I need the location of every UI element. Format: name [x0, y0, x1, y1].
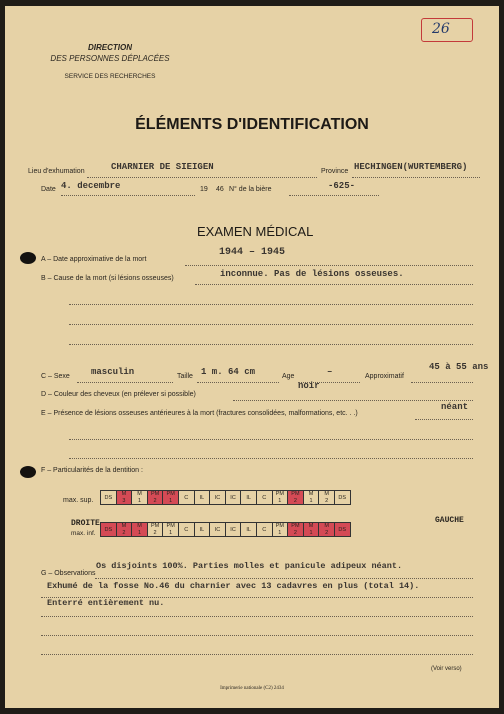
tooth-label: DS [104, 495, 113, 501]
tooth-label: M [308, 491, 314, 497]
tooth-cell [163, 490, 179, 505]
tooth-label: IL [246, 527, 251, 533]
tooth-cell [288, 490, 304, 505]
tooth-cell [241, 522, 257, 537]
d-line [233, 400, 473, 401]
tooth-label: IC [214, 527, 221, 533]
dentition-upper-row [100, 490, 351, 505]
g-line-3 [41, 616, 473, 617]
tooth-cell [117, 490, 133, 505]
c-label: C – Sexe [41, 373, 70, 380]
punch-hole-2 [20, 466, 36, 478]
tooth-label: M [324, 491, 329, 497]
g-line1: Os disjoints 100%. Parties molles et panicule adipeux néant. [96, 561, 403, 571]
approx-label: Approximatif [365, 373, 404, 380]
tooth-label: M [137, 491, 142, 497]
document-sheet [5, 6, 499, 708]
tooth-number: 2 [293, 498, 297, 504]
tooth-label: PM [166, 491, 175, 497]
tooth-label: M [324, 523, 329, 529]
tooth-cell [210, 522, 226, 537]
tooth-number: 1 [137, 530, 142, 536]
punch-hole [20, 252, 36, 264]
c-line [77, 382, 173, 383]
examen-heading: EXAMEN MÉDICAL [197, 224, 314, 239]
age-value: – [327, 367, 333, 377]
tooth-label: PM [166, 523, 175, 529]
province-label: Province [321, 168, 349, 175]
tooth-number: 3 [122, 498, 126, 504]
tooth-cell [319, 522, 335, 537]
biere-label: N° de la bière [229, 186, 272, 193]
tooth-number: 1 [278, 530, 282, 536]
tooth-label: M [121, 523, 127, 529]
page-title: ÉLÉMENTS D'IDENTIFICATION [135, 116, 369, 133]
b-line-3 [69, 324, 473, 325]
gauche-label: GAUCHE [435, 516, 464, 525]
tooth-label: M [121, 491, 127, 497]
imprimerie-line: Imprimerie nationale (C2) 2434 [220, 686, 284, 691]
tooth-label: DS [104, 527, 113, 533]
tooth-label: M [308, 523, 314, 529]
tooth-cell [148, 490, 164, 505]
a-line [185, 265, 473, 266]
tooth-cell [179, 490, 195, 505]
d-label: D – Couleur des cheveux (en prélever si possible) [41, 391, 196, 398]
e-line-2 [69, 439, 473, 440]
b-line-4 [69, 344, 473, 345]
g-line [95, 578, 473, 579]
tooth-cell [101, 522, 117, 537]
tooth-label: C [262, 495, 267, 501]
e-line-3 [69, 458, 473, 459]
taille-label: Taille [177, 373, 193, 380]
tooth-cell [132, 522, 148, 537]
tooth-label: PM [291, 491, 300, 497]
year-prefix: 19 [200, 186, 208, 193]
tooth-cell [195, 490, 211, 505]
tooth-cell [273, 522, 289, 537]
tooth-number: 1 [309, 530, 313, 536]
tooth-label: PM [275, 491, 284, 497]
tooth-label: C [184, 527, 189, 533]
g-line3: Enterré entièrement nu. [47, 598, 165, 608]
tooth-number: 1 [278, 498, 282, 504]
tooth-label: C [262, 527, 267, 533]
taille-value: 1 m. 64 cm [201, 367, 256, 377]
max-inf-label: max. inf. [71, 530, 96, 537]
lieu-line [87, 177, 317, 178]
max-sup-label: max. sup. [63, 497, 94, 504]
tooth-label: M [137, 523, 142, 529]
g-line-4 [41, 635, 473, 636]
direction-line2: DES PERSONNES DÉPLACÉES [50, 54, 170, 63]
approx-value: 45 à 55 ans [429, 362, 489, 372]
tooth-cell [257, 490, 273, 505]
province-value: HECHINGEN(WURTEMBERG) [354, 162, 468, 172]
voir-verso: (Voir verso) [431, 666, 462, 672]
tooth-label: PM [150, 491, 160, 497]
age-label: Age [282, 373, 295, 380]
tooth-label: DS [338, 527, 347, 533]
d-value: noir [298, 381, 320, 391]
f-label: F – Particularités de la dentition : [41, 467, 143, 474]
tooth-label: C [184, 495, 189, 501]
tooth-number: 2 [153, 530, 157, 536]
e-label: E – Présence de lésions osseuses antérieures à la mort (fractures consolidées, malformations, etc. . .) [41, 410, 358, 417]
service-line: SERVICE DES RECHERCHES [64, 73, 156, 80]
tooth-label: IL [199, 495, 205, 501]
tooth-label: IC [214, 495, 221, 501]
tooth-label: DS [338, 495, 347, 501]
tooth-cell [132, 490, 148, 505]
tooth-cell [148, 522, 164, 537]
a-label: A – Date approximative de la mort [41, 256, 147, 263]
date-label: Date [41, 186, 56, 193]
tooth-label: IL [199, 527, 205, 533]
b-value: inconnue. Pas de lésions osseuses. [220, 269, 404, 279]
b-line-2 [69, 304, 473, 305]
tooth-cell [335, 522, 351, 537]
e-value: néant [441, 402, 469, 412]
tooth-label: IC [230, 527, 236, 533]
g-label: G – Observations [41, 570, 96, 577]
b-line [195, 284, 473, 285]
dentition-lower-row [100, 522, 351, 537]
tooth-cell [210, 490, 226, 505]
tooth-number: 1 [169, 498, 173, 504]
b-label: B – Cause de la mort (si lésions osseuses) [41, 275, 174, 282]
tooth-number: 1 [137, 498, 142, 504]
document-number-box [421, 18, 473, 42]
tooth-label: IC [230, 495, 236, 501]
tooth-number: 2 [325, 530, 329, 536]
g-line-5 [41, 654, 473, 655]
direction-line1: DIRECTION [88, 43, 132, 52]
tooth-number: 2 [293, 530, 297, 536]
a-value: 1944 – 1945 [219, 247, 286, 258]
tooth-cell [163, 522, 179, 537]
tooth-number: 2 [122, 530, 126, 536]
tooth-cell [117, 522, 133, 537]
tooth-cell [101, 490, 117, 505]
tooth-cell [195, 522, 211, 537]
tooth-number: 1 [169, 530, 173, 536]
date-line [61, 195, 195, 196]
tooth-number: 2 [153, 498, 157, 504]
province-line [352, 177, 480, 178]
tooth-label: PM [150, 523, 160, 529]
droite-label: DROITE [71, 519, 100, 528]
tooth-cell [241, 490, 257, 505]
tooth-cell [304, 522, 320, 537]
year-suffix: 46 [216, 186, 224, 193]
tooth-cell [288, 522, 304, 537]
c-value: masculin [91, 367, 135, 377]
g-line2: Exhumé de la fosse No.46 du charnier avec 13 cadavres en plus (total 14). [47, 581, 420, 591]
document-number: 26 [432, 21, 450, 37]
approx-line [411, 382, 473, 383]
tooth-cell [335, 490, 351, 505]
tooth-label: PM [275, 523, 284, 529]
taille-line [197, 382, 279, 383]
tooth-label: IL [246, 495, 251, 501]
lieu-label: Lieu d'exhumation [28, 168, 85, 175]
tooth-number: 2 [325, 498, 329, 504]
biere-line [289, 195, 379, 196]
tooth-cell [273, 490, 289, 505]
tooth-cell [226, 522, 242, 537]
date-day: 4. decembre [61, 181, 121, 191]
tooth-cell [179, 522, 195, 537]
biere-value: -625- [328, 181, 356, 191]
tooth-cell [304, 490, 320, 505]
tooth-label: PM [291, 523, 300, 529]
e-line [415, 419, 473, 420]
tooth-cell [257, 522, 273, 537]
lieu-value: CHARNIER DE SIEIGEN [111, 162, 214, 172]
tooth-cell [319, 490, 335, 505]
tooth-number: 1 [309, 498, 313, 504]
tooth-cell [226, 490, 242, 505]
